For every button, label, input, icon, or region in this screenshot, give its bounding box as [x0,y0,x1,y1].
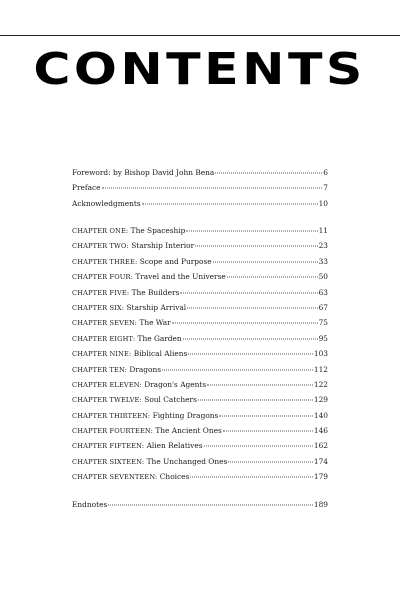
toc-entry-label: Endnotes [72,500,108,509]
chapter-number: CHAPTER FOUR: [72,273,133,282]
toc-entry-chapter[interactable] [72,380,328,395]
front-matter-list [72,168,328,214]
toc-page-number: 50 [318,272,328,282]
dot-leader [219,415,313,416]
chapter-number: CHAPTER THREE: [72,257,138,266]
chapter-title: The Garden [137,333,182,343]
toc-entry-label: Preface [72,183,101,193]
dot-leader [180,292,317,293]
chapter-number: CHAPTER FIFTEEN: [72,442,145,451]
dot-leader [162,369,313,370]
chapter-number: CHAPTER TEN: [72,365,128,374]
toc-entry-label: Acknowledgments [72,198,141,208]
toc-entry-chapter[interactable] [72,365,328,380]
toc-page-number: 129 [313,395,328,405]
chapter-title: Starship Arrival [126,302,187,312]
chapter-title: The Ancient Ones [155,426,222,436]
toc-entry-acknowledgments[interactable] [72,199,328,214]
toc-page-number: 7 [323,183,328,193]
chapter-number: CHAPTER SIX: [72,303,125,312]
chapter-title: Soul Catchers [144,395,197,405]
chapter-title: Travel and the Universe [135,272,226,282]
chapter-number: CHAPTER SEVENTEEN: [72,473,158,482]
dot-leader [227,277,318,278]
toc-entry-chapter[interactable] [72,257,328,272]
chapter-title: Starship Interior [131,241,195,251]
chapter-number: CHAPTER EIGHT: [72,334,136,343]
chapter-title: Choices [159,472,190,482]
toc-page-number: 75 [318,318,328,328]
toc-entry-chapter[interactable] [72,411,328,426]
dot-leader [198,400,313,401]
dot-leader [172,323,318,324]
dot-leader [188,354,313,355]
dot-leader [102,188,323,189]
dot-leader [142,203,318,204]
toc-entry-chapter[interactable] [72,288,328,303]
chapter-number: CHAPTER TWELVE: [72,396,142,405]
toc-page-number: 112 [313,364,328,374]
dot-leader [207,384,313,385]
chapter-number: CHAPTER THIRTEEN: [72,411,151,420]
page-title: CONTENTS [33,44,367,95]
dot-leader [195,246,317,247]
toc-page-number: 10 [318,198,328,208]
toc-entry-preface[interactable] [72,183,328,198]
toc-entry-chapter[interactable] [72,334,328,349]
dot-leader [223,431,313,432]
toc-entry-chapter[interactable] [72,318,328,333]
chapter-title: Fighting Dragons [152,410,219,420]
toc-entry-endnotes[interactable] [72,500,328,515]
toc-page-number: 23 [318,241,328,251]
toc-entry-label: Foreword: by Bishop David John Bena [72,168,215,177]
chapter-title: The Unchanged Ones [146,456,228,466]
toc-entry-foreword[interactable] [72,168,328,183]
chapter-number: CHAPTER ELEVEN: [72,380,142,389]
toc-entry-chapter[interactable] [72,349,328,364]
chapter-title: The War [139,318,171,328]
chapter-title: Alien Relatives [146,441,203,451]
chapter-title: The Spaceship [130,226,186,235]
chapter-number: CHAPTER FIVE: [72,288,130,297]
dot-leader [215,173,322,174]
toc-page-number: 189 [313,500,328,509]
toc-page-number: 63 [318,287,328,297]
dot-leader [183,338,318,339]
toc-entry-chapter[interactable] [72,395,328,410]
chapter-number: CHAPTER FOURTEEN: [72,427,153,436]
toc-entry-chapter[interactable] [72,426,328,441]
toc-page-number: 174 [313,456,328,466]
toc-page-number: 122 [313,379,328,389]
toc-page-number: 146 [313,426,328,436]
top-rule [0,35,400,36]
toc-page-number: 33 [318,256,328,266]
toc-entry-chapter[interactable] [72,441,328,456]
dot-leader [187,307,317,308]
chapter-title: Biblical Aliens [133,349,188,359]
toc-page-number: 179 [313,472,328,482]
toc-entry-chapter[interactable] [72,457,328,472]
chapter-number: CHAPTER SIXTEEN: [72,457,145,466]
chapter-number: CHAPTER ONE: [72,227,129,235]
toc-entry-chapter[interactable] [72,241,328,256]
title-area [0,45,400,95]
chapter-title: The Builders [131,287,180,297]
dot-leader [228,461,313,462]
chapter-list [72,226,328,488]
dot-leader [213,261,318,262]
toc-entry-chapter[interactable] [72,472,328,487]
toc-page-number: 11 [318,226,328,235]
chapter-number: CHAPTER SEVEN: [72,319,138,328]
chapter-number: CHAPTER NINE: [72,350,132,359]
chapter-title: Dragons [129,364,162,374]
chapter-title: Dragon's Agents [144,379,207,389]
chapter-number: CHAPTER TWO: [72,242,129,251]
dot-leader [186,231,317,232]
toc-page-number: 162 [313,441,328,451]
toc-entry-chapter[interactable] [72,272,328,287]
toc-entry-chapter[interactable] [72,303,328,318]
toc-page-number: 140 [313,410,328,420]
dot-leader [108,505,313,506]
chapter-title: Scope and Purpose [139,256,212,266]
dot-leader [190,477,313,478]
dot-leader [204,446,313,447]
toc-page-number: 67 [318,302,328,312]
toc-entry-chapter[interactable] [72,226,328,241]
toc-page-number: 103 [313,349,328,359]
toc-page-number: 95 [318,333,328,343]
back-matter-list [72,500,328,515]
toc-page-number: 6 [323,168,328,177]
